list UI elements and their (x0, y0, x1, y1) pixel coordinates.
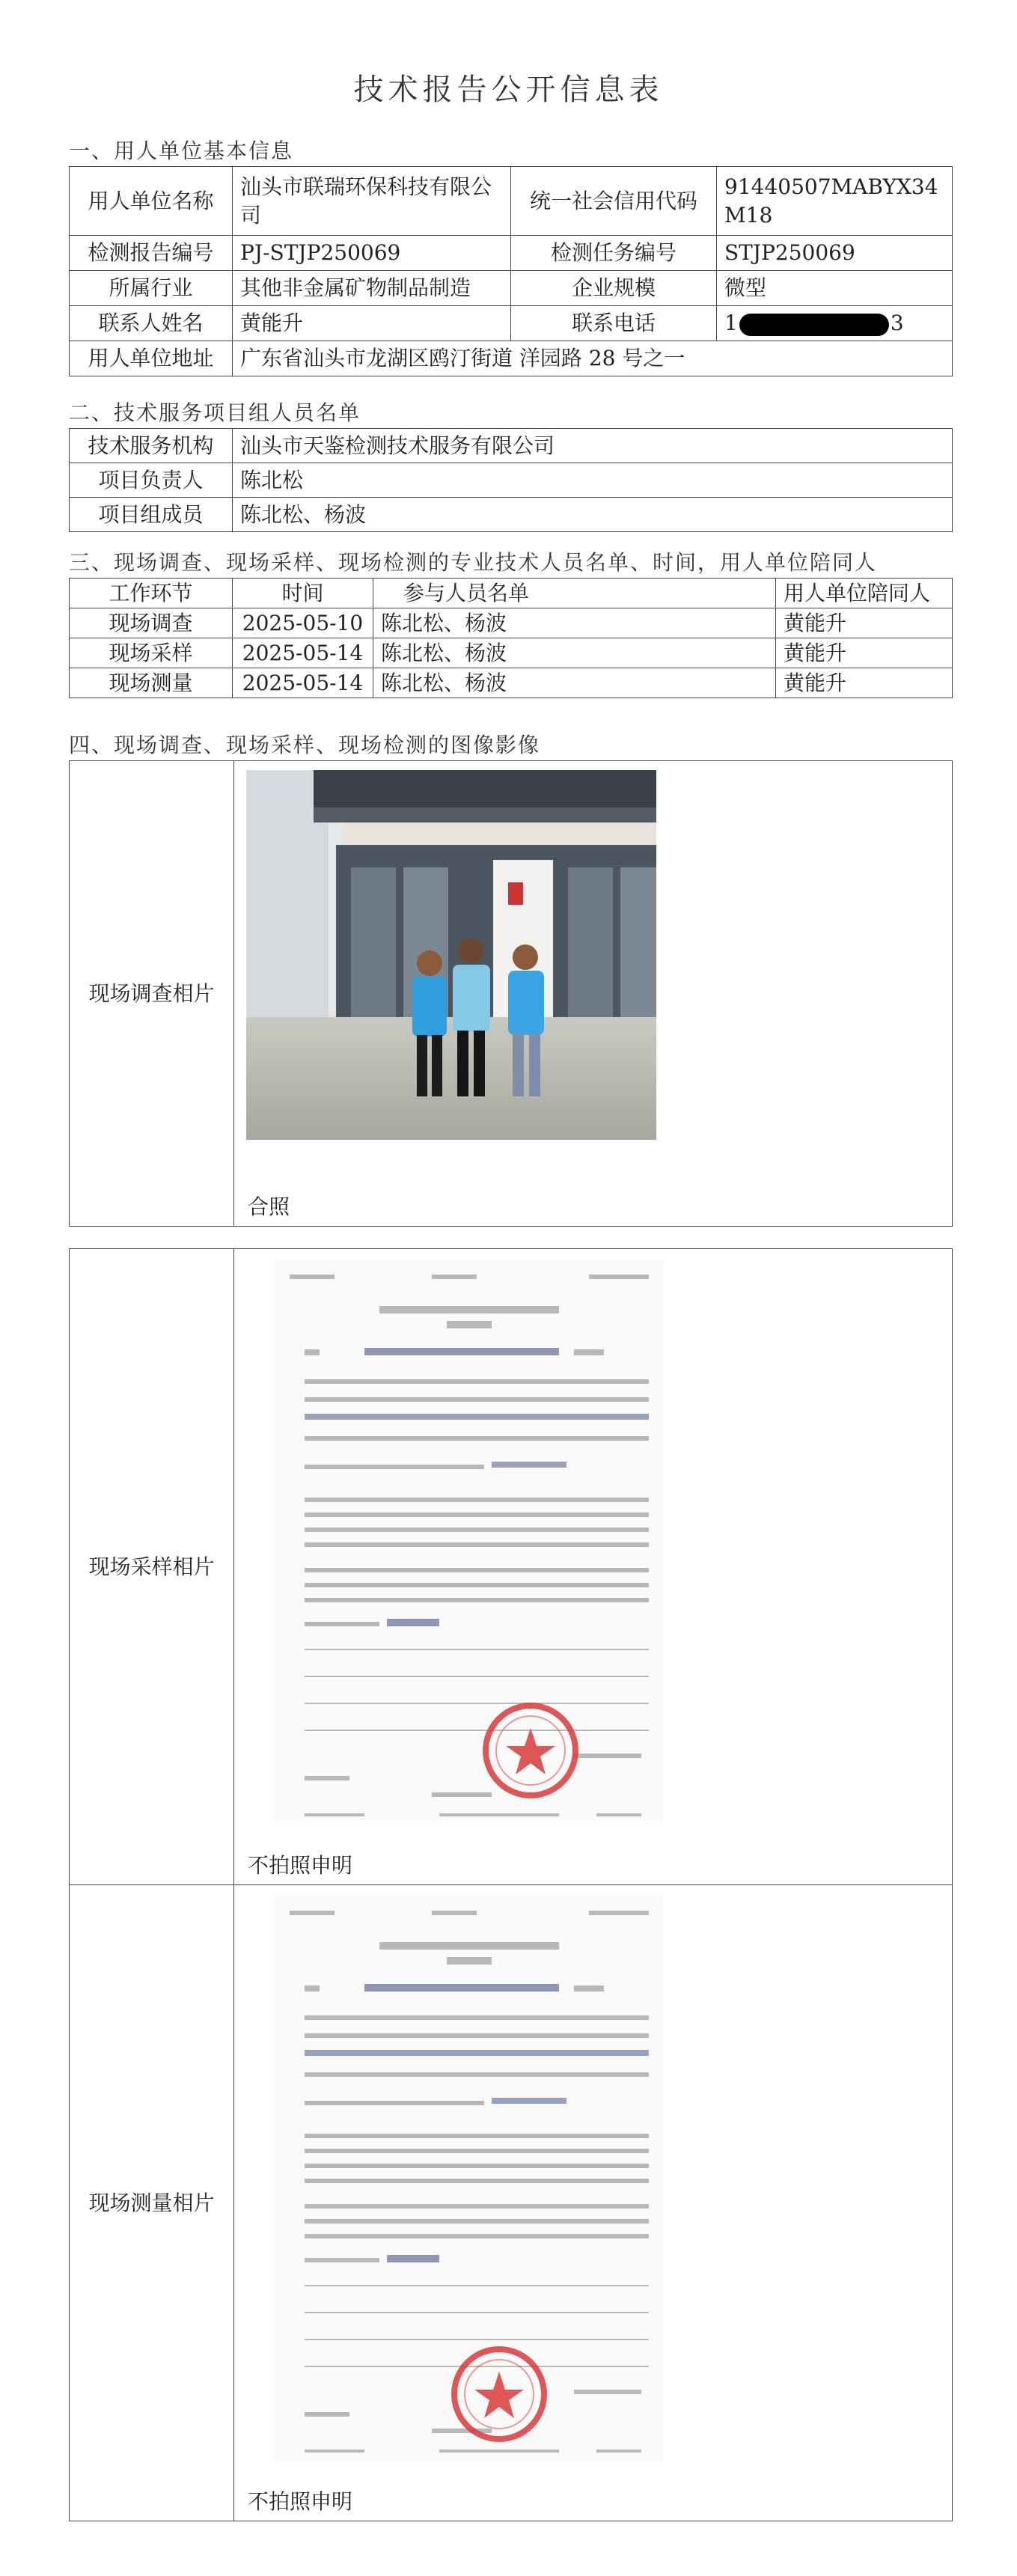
basic-info-table (69, 166, 953, 376)
section2-heading: 二、技术服务项目组人员名单 (69, 400, 361, 425)
survey-photo-table (69, 760, 953, 1227)
survey-photo-cell (234, 761, 953, 1227)
cell-escort: 黄能升 (776, 638, 953, 668)
phone-prefix: 1 (724, 311, 738, 335)
label-service-org: 技术服务机构 (70, 429, 233, 463)
section1-heading: 一、用人单位基本信息 (69, 138, 294, 163)
redaction-mask (739, 314, 889, 336)
label-credit-code: 统一社会信用代码 (511, 167, 717, 236)
cell-date: 2025-05-10 (233, 608, 373, 638)
label-contact-name: 联系人姓名 (70, 306, 233, 341)
value-company-name: 汕头市联瑞环保科技有限公司 (233, 167, 511, 236)
value-enterprise-scale: 微型 (717, 271, 953, 306)
label-company-name: 用人单位名称 (70, 167, 233, 236)
label-project-lead: 项目负责人 (70, 463, 233, 498)
value-contact-name: 黄能升 (233, 306, 511, 341)
value-address: 广东省汕头市龙湖区鸥汀街道 洋园路 28 号之一 (233, 341, 953, 376)
group-photo-image (246, 770, 656, 1140)
project-team-table (69, 428, 953, 532)
label-report-number: 检测报告编号 (70, 236, 233, 271)
label-sampling-photo: 现场采样相片 (70, 1249, 234, 1885)
label-survey-photo: 现场调查相片 (70, 761, 234, 1227)
page-title: 技术报告公开信息表 (353, 73, 664, 107)
cell-escort: 黄能升 (776, 668, 953, 698)
cell-stage: 现场测量 (70, 668, 233, 698)
cell-participants: 陈北松、杨波 (373, 668, 776, 698)
label-measure-photo: 现场测量相片 (70, 1885, 234, 2521)
cell-date: 2025-05-14 (233, 638, 373, 668)
survey-photo-caption: 合照 (248, 1194, 290, 1219)
measure-photo-cell (234, 1885, 953, 2521)
table-row (70, 608, 953, 638)
cell-stage: 现场调查 (70, 608, 233, 638)
section4-heading: 四、现场调查、现场采样、现场检测的图像影像 (69, 733, 541, 757)
cell-escort: 黄能升 (776, 608, 953, 638)
header-time: 时间 (233, 579, 373, 608)
cell-date: 2025-05-14 (233, 668, 373, 698)
label-enterprise-scale: 企业规模 (511, 271, 717, 306)
cell-participants: 陈北松、杨波 (373, 638, 776, 668)
value-service-org: 汕头市天鉴检测技术服务有限公司 (233, 429, 953, 463)
sampling-measure-photo-table (69, 1248, 953, 2521)
label-task-number: 检测任务编号 (511, 236, 717, 271)
cell-stage: 现场采样 (70, 638, 233, 668)
table-row (70, 668, 953, 698)
value-project-lead: 陈北松 (233, 463, 953, 498)
value-team-members: 陈北松、杨波 (233, 498, 953, 532)
header-company-escort: 用人单位陪同人 (776, 579, 953, 608)
no-photo-declaration-image (275, 1896, 664, 2461)
value-phone (717, 306, 953, 341)
value-credit-code: 91440507MABYX34M18 (717, 167, 953, 236)
label-industry: 所属行业 (70, 271, 233, 306)
table-row (70, 638, 953, 668)
section3-heading: 三、现场调查、现场采样、现场检测的专业技术人员名单、时间，用人单位陪同人 (69, 550, 878, 575)
sampling-photo-caption: 不拍照申明 (248, 1853, 353, 1878)
cell-participants: 陈北松、杨波 (373, 608, 776, 638)
value-task-number: STJP250069 (717, 236, 953, 271)
field-work-table (69, 578, 953, 698)
label-team-members: 项目组成员 (70, 498, 233, 532)
measure-photo-caption: 不拍照申明 (248, 2489, 353, 2514)
sampling-photo-cell (234, 1249, 953, 1885)
label-address: 用人单位地址 (70, 341, 233, 376)
phone-suffix: 3 (890, 311, 904, 335)
no-photo-declaration-image (275, 1260, 664, 1825)
value-report-number: PJ-STJP250069 (233, 236, 511, 271)
header-work-stage: 工作环节 (70, 579, 233, 608)
value-industry: 其他非金属矿物制品制造 (233, 271, 511, 306)
header-participants: 参与人员名单 (373, 579, 776, 608)
label-phone: 联系电话 (511, 306, 717, 341)
